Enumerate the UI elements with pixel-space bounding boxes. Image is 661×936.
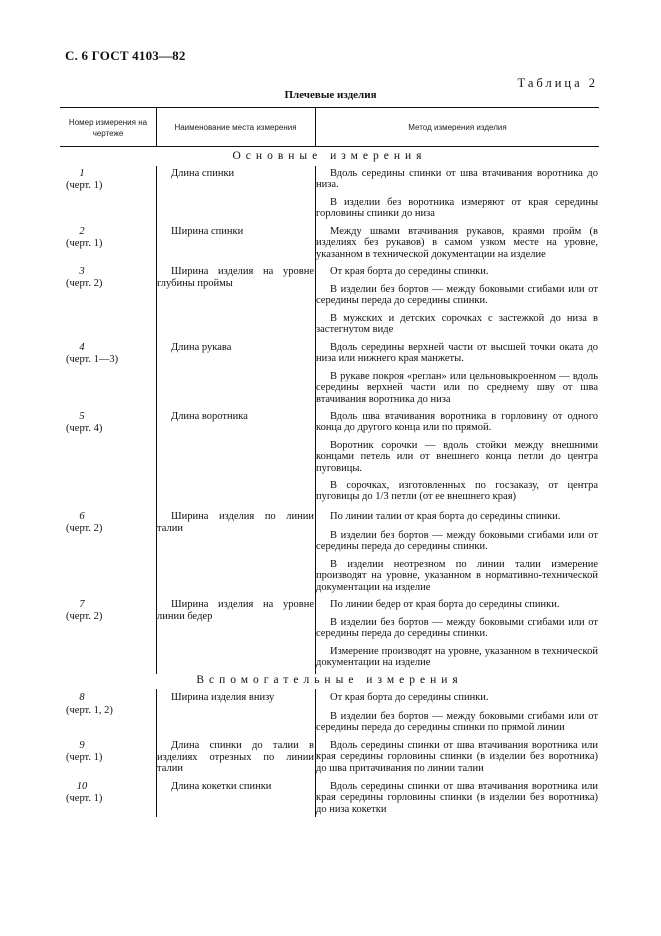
row-2-reference: (черт. 1)	[66, 238, 103, 249]
table-top-rule	[60, 107, 599, 108]
row-7-method-3: Измерение производят на уровне, указанном в технической документации на изделие	[316, 646, 598, 669]
row-9-reference: (черт. 1)	[66, 752, 103, 763]
row-1-method-2: В изделии без воротника измеряют от края середины горловины спинки до низа	[316, 197, 598, 220]
section-main-title: Основные измерения	[232, 150, 427, 162]
row-3-reference: (черт. 2)	[66, 278, 103, 289]
row-4-method-1: Вдоль середины верхней части от высшей точки оката до низа или нижнего края манжеты.	[316, 342, 598, 365]
row-7-method-2: В изделии без бортов — между боковыми сгибами или от середины переда до середины спинки.	[316, 617, 598, 640]
row-3-method-2: В изделии без бортов — между боковыми сгибами или от середины переда до середины спинки.	[316, 284, 598, 307]
header-divider-1	[156, 107, 157, 146]
row-6-number: 6	[79, 511, 85, 522]
table-title: Плечевые изделия	[284, 89, 377, 101]
row-1-number: 1	[79, 168, 85, 179]
row-4-reference: (черт. 1—3)	[66, 354, 119, 365]
row-6-reference: (черт. 2)	[66, 523, 103, 534]
row-6-name: Ширина изделия по линии талии	[157, 511, 314, 534]
row-4-method-2: В рукаве покроя «реглан» или цельновыкроенном — вдоль середины верхней части или по среднему шву от шва втачивания воротника до низа	[316, 371, 598, 405]
row-5-name: Длина воротника	[171, 411, 248, 422]
row-10-name: Длина кокетки спинки	[171, 781, 272, 792]
row-1-name: Длина спинки	[171, 168, 235, 179]
table-label: Таблица 2	[517, 76, 598, 90]
row-2-number: 2	[79, 226, 85, 237]
row-6-method-1: По линии талии от края борта до середины спинки.	[330, 511, 561, 522]
row-2-method-1: Между швами втачивания рукавов, краями пройм (в изделиях без рукавов) в самом узком месте на уровне, указанном в технической документации на изделие	[316, 226, 598, 260]
row-1-reference: (черт. 1)	[66, 180, 103, 191]
row-3-number: 3	[79, 266, 85, 277]
row-8-name: Ширина изделия внизу	[171, 692, 275, 703]
column-header-method: Метод измерения изделия	[408, 123, 507, 132]
row-5-method-2: Воротник сорочки — вдоль стойки между внешними концами петель или от внешнего конца петли до центра пуговицы.	[316, 440, 598, 474]
row-2-name: Ширина спинки	[171, 226, 244, 237]
row-9-method-1: Вдоль середины спинки от шва втачивания воротника или края середины горловины спинки (в изделии без воротника) до шва притачивания по линии талии	[316, 740, 598, 774]
header-bottom-rule	[60, 146, 599, 147]
row-1-method-1: Вдоль середины спинки от шва втачивания воротника до низа.	[316, 168, 598, 191]
row-8-reference: (черт. 1, 2)	[66, 705, 113, 716]
row-9-number: 9	[79, 740, 85, 751]
column-header-name: Наименование места измерения	[174, 123, 297, 132]
row-7-reference: (черт. 2)	[66, 611, 103, 622]
page-header: С. 6 ГОСТ 4103—82	[65, 48, 186, 63]
row-6-method-3: В изделии неотрезном по линии талии измерение производят на уровне, указанном в нормативно-технической документации на изделие	[316, 559, 598, 593]
row-8-number: 8	[79, 692, 85, 703]
row-10-reference: (черт. 1)	[66, 793, 103, 804]
row-7-name: Ширина изделия на уровне линии бедер	[157, 599, 314, 622]
row-5-method-1: Вдоль шва втачивания воротника в горловину от одного конца до другого конца или по прямой.	[316, 411, 598, 434]
row-9-name: Длина спинки до талии в изделиях отрезных по линии талии	[157, 740, 314, 774]
row-5-reference: (черт. 4)	[66, 423, 103, 434]
row-10-number: 10	[76, 781, 88, 792]
row-3-method-3: В мужских и детских сорочках с застежкой до низа в застегнутом виде	[316, 313, 598, 336]
row-8-method-2: В изделии без бортов — между боковыми сгибами или от середины переда до середины спинки по прямой линии	[316, 711, 598, 734]
column-header-number: Номер измерения на чертеже	[68, 118, 148, 138]
row-3-name: Ширина изделия на уровне глубины проймы	[157, 266, 314, 289]
row-4-number: 4	[79, 342, 85, 353]
row-10-method-1: Вдоль середины спинки от шва втачивания воротника или края середины горловины спинки (в изделии без воротника) до низа кокетки	[316, 781, 598, 815]
row-7-method-1: По линии бедер от края борта до середины спинки.	[330, 599, 560, 610]
row-4-name: Длина рукава	[171, 342, 232, 353]
row-8-method-1: От края борта до середины спинки.	[330, 692, 489, 703]
row-6-method-2: В изделии без бортов — между боковыми сгибами или от середины переда до середины спинки.	[316, 530, 598, 553]
section-auxiliary-title: Вспомогательные измерения	[196, 674, 463, 686]
header-divider-2	[315, 107, 316, 146]
row-3-method-1: От края борта до середины спинки.	[330, 266, 489, 277]
row-7-number: 7	[79, 599, 85, 610]
row-5-method-3: В сорочках, изготовленных по госзаказу, от центра пуговицы до 1/3 петли (от ее внешнего края)	[316, 480, 598, 503]
row-5-number: 5	[79, 411, 85, 422]
